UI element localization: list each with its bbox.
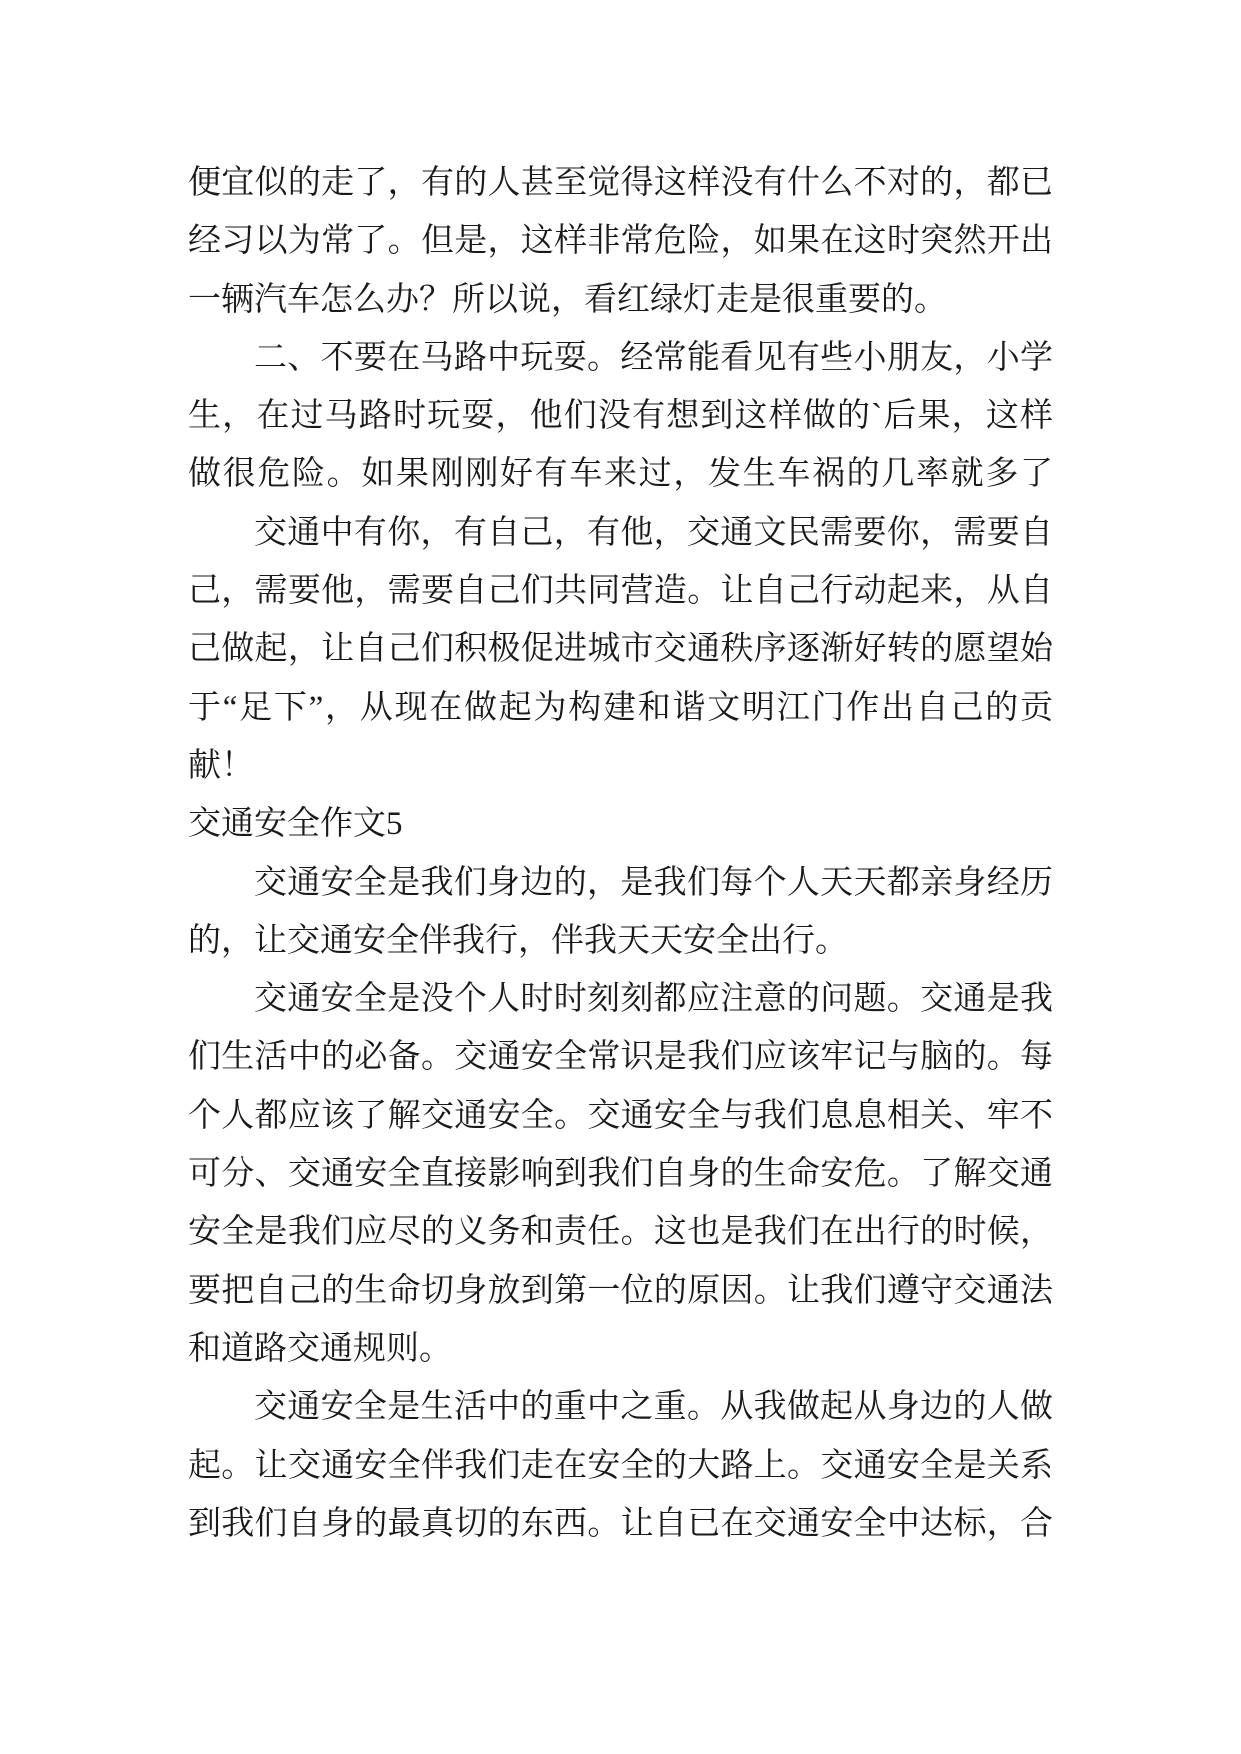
essay-line: 一辆汽车怎么办？所以说，看红绿灯走是很重要的。 (188, 281, 947, 318)
essay-line: 个人都应该了解交通安全。交通安全与我们息息相关、牢不 (188, 1097, 1053, 1134)
essay-line: 经习以为常了。但是，这样非常危险，如果在这时突然开出 (188, 223, 1053, 260)
essay-line: 交通安全是生活中的重中之重。从我做起从身边的人做 (254, 1389, 1053, 1426)
essay-line: 生，在过马路时玩耍，他们没有想到这样做的`后果，这样 (188, 398, 1053, 435)
essay-line: 和道路交通规则。 (188, 1330, 452, 1367)
essay-line: 要把自己的生命切身放到第一位的原因。让我们遵守交通法 (188, 1272, 1053, 1309)
essay-line: 于“足下”，从现在做起为构建和谐文明江门作出自己的贡 (188, 689, 1053, 726)
essay-line: 献！ (188, 747, 254, 784)
essay-line: 交通安全是没个人时时刻刻都应注意的问题。交通是我 (254, 981, 1053, 1018)
essay-line: 的，让交通安全伴我行，伴我天天安全出行。 (188, 922, 848, 959)
essay-line: 安全是我们应尽的义务和责任。这也是我们在出行的时候， (188, 1214, 1053, 1251)
essay-line: 己做起，让自己们积极促进城市交通秩序逐渐好转的愿望始 (188, 631, 1053, 668)
essay-line: 己，需要他，需要自己们共同营造。让自己行动起来，从自 (188, 573, 1053, 610)
essay-line: 二、不要在马路中玩耍。经常能看见有些小朋友，小学 (254, 339, 1053, 376)
essay-line: 到我们自身的最真切的东西。让自已在交通安全中达标，合 (188, 1505, 1053, 1542)
essay-line: 交通中有你，有自己，有他，交通文民需要你，需要自 (254, 514, 1053, 551)
essay-line: 可分、交通安全直接影响到我们自身的生命安危。了解交通 (188, 1156, 1053, 1193)
essay-line: 交通安全是我们身边的，是我们每个人天天都亲身经历 (254, 864, 1053, 901)
essay-line: 便宜似的走了，有的人甚至觉得这样没有什么不对的，都已 (188, 165, 1053, 201)
section-heading: 交通安全作文5 (188, 806, 403, 843)
essay-line: 们生活中的必备。交通安全常识是我们应该牢记与脑的。每 (188, 1039, 1053, 1076)
essay-line: 起。让交通安全伴我们走在安全的大路上。交通安全是关系 (188, 1447, 1053, 1484)
essay-line: 做很危险。如果刚刚好有车来过，发生车祸的几率就多了 (188, 456, 1053, 493)
